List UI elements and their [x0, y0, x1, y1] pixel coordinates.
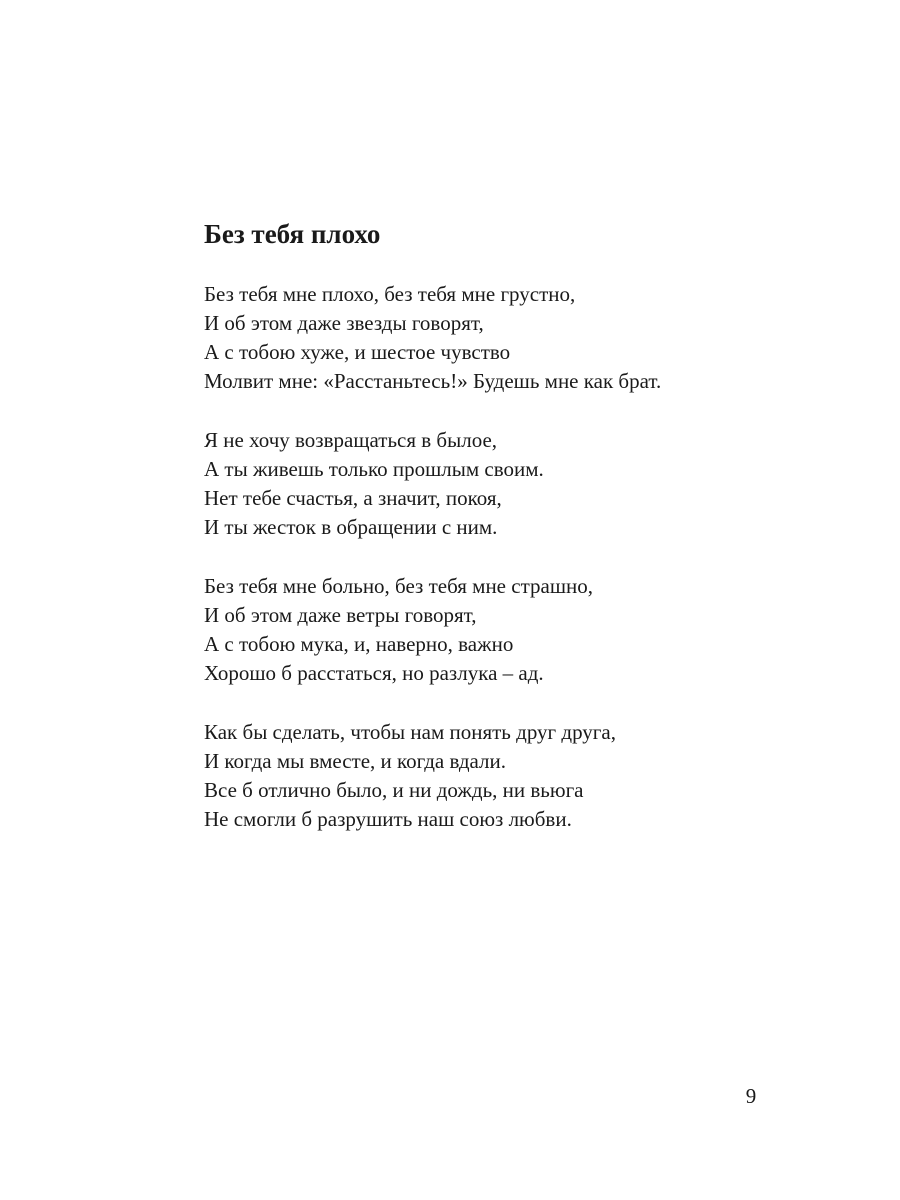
poem-line: Молвит мне: «Расстаньтесь!» Будешь мне как брат.: [204, 369, 662, 393]
poem-line: А с тобою хуже, и шестое чувство: [204, 340, 511, 364]
poem-line: И ты жесток в обращении с ним.: [204, 515, 498, 539]
poem-title: Без тебя плохо: [204, 219, 381, 249]
stanza-3: [204, 572, 824, 688]
stanza-4: [204, 718, 824, 834]
poem-line: Все б отлично было, и ни дождь, ни вьюга: [204, 778, 584, 802]
poem-line: Без тебя мне плохо, без тебя мне грустно,: [204, 282, 576, 306]
poem-line: И когда мы вместе, и когда вдали.: [204, 749, 507, 773]
poem-line: Не смогли б разрушить наш союз любви.: [204, 807, 572, 831]
stanza-1: [204, 280, 824, 396]
poem-line: И об этом даже ветры говорят,: [204, 603, 477, 627]
poem-line: Нет тебе счастья, а значит, покоя,: [204, 486, 502, 510]
poem-body: [204, 280, 824, 864]
poem-line: Хорошо б расстаться, но разлука – ад.: [204, 661, 544, 685]
page-number: 9: [745, 1084, 757, 1108]
poem-line: Без тебя мне больно, без тебя мне страшно,: [204, 574, 593, 598]
poem-line: А с тобою мука, и, наверно, важно: [204, 632, 514, 656]
poem-line: И об этом даже звезды говорят,: [204, 311, 484, 335]
stanza-2: [204, 426, 824, 542]
poem-line: Я не хочу возвращаться в былое,: [204, 428, 498, 452]
poem-line: А ты живешь только прошлым своим.: [204, 457, 544, 481]
poem-line: Как бы сделать, чтобы нам понять друг друга,: [204, 720, 616, 744]
